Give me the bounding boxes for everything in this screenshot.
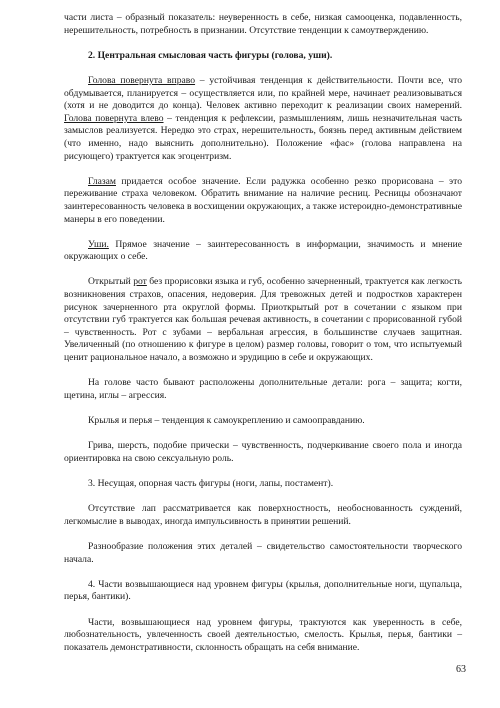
paragraph-head-details: На голове часто бывают расположены дополнительные детали: рога – защита; когти, щетина, иглы – агрессия. [64,377,462,401]
document-text [64,12,462,654]
paragraph-mouth [64,276,462,364]
text-segment: Открытый [88,276,134,288]
paragraph-raised-parts: Части, возвышающиеся над уровнем фигуры, трактуются как уверенность в себе, любознательность, увлеченность своей деятельностью, смелость. Крылья, перья, бантики – показатель демонстративности, склонность обращать на себя внимание. [64,616,462,653]
paragraph-wings: Крылья и перья – тенденция к самоукреплению и самооправданию. [88,415,365,426]
page-number: 63 [456,664,466,675]
section-heading-4: 4. Части возвышающиеся над уровнем фигуры (крылья, дополнительные ноги, щупальца, перья, бантики). [64,578,462,603]
text-segment: без прорисовки языка и губ, особенно зачерненный, трактуется как легкость возникновения страхов, опасения, недоверия. Для тревожных детей и подростков характерен рисунок зачерненного рта округлой формы. Приоткрытый рот в сочетании с языком при отсутствии губ трактуется как большая речевая активность, в сочетании с прорисованной губой – чувственность. Рот с зубами – вербальная агрессия, в большинстве случаев защитная. Увеличенный (по отношению к фигуре в целом) размер головы, говорит о том, что испытуемый ценит рациональное начало, а возможно и эрудицию в себе и окружающих. [64,276,462,364]
text-segment: придается особое значение. Если радужка особенно резко прорисована – это переживание страха человеком. Обратить внимание на наличие ресниц. Ресницы обозначают заинтересованность человека в восхищении окружающих, а также истероидно-демонстративные манеры в его поведении. [64,175,462,225]
term-head-left: Голова повернута влево [64,112,164,124]
section-heading-2: 2. Центральная смысловая часть фигуры (голова, уши). [88,49,333,61]
text-segment: – устойчивая тенденция к действительности. Почти все, что обдумывается, планируется – осуществляется или, по крайней мере, начинает реализовываться (хотя и не доводится до конца). Человек активно переходит к реализации своих намерений. [64,74,463,112]
section-heading-3: 3. Несущая, опорная часть фигуры (ноги, лапы, постамент). [88,477,334,489]
text-segment: – тенденция к рефлексии, размышлениям, лишь незначительная часть замыслов реализуется. Нередко это страх, нерешительность, боязнь перед активным действием (что именно, надо выяснить дополнительно). Положение «фас» (голова направлена на рисующего) трактуется как эгоцентризм. [64,112,462,162]
paragraph-continued: части листа – образный показатель: неуверенность в себе, низкая самооценка, подавленность, нерешительность, потребность в признании. Отсутствие тенденции к самоутверждению. [64,12,462,36]
term-ears: Уши. [88,238,109,250]
paragraph-no-legs: Отсутствие лап рассматривается как поверхностность, необоснованность суждений, легкомыслие в выводах, иногда импульсивность в принятии решений. [64,503,462,527]
term-eyes: Глазам [88,175,116,187]
paragraph-variety: Разнообразие положения этих деталей – свидетельство самостоятельности творческого начала. [64,540,462,565]
paragraph-eyes [64,176,462,226]
paragraph-head-position [64,75,462,163]
paragraph-ears [64,239,462,264]
term-head-right: Голова повернута вправо [88,74,196,86]
text-segment: Прямое значение – заинтересованность в информации, значимость и мнение окружающих о себе. [64,238,462,263]
paragraph-mane: Грива, шерсть, подобие прически – чувственность, подчеркивание своего пола и иногда ориентировка на свою сексуальную роль. [64,440,462,464]
term-mouth: рот [133,276,147,288]
